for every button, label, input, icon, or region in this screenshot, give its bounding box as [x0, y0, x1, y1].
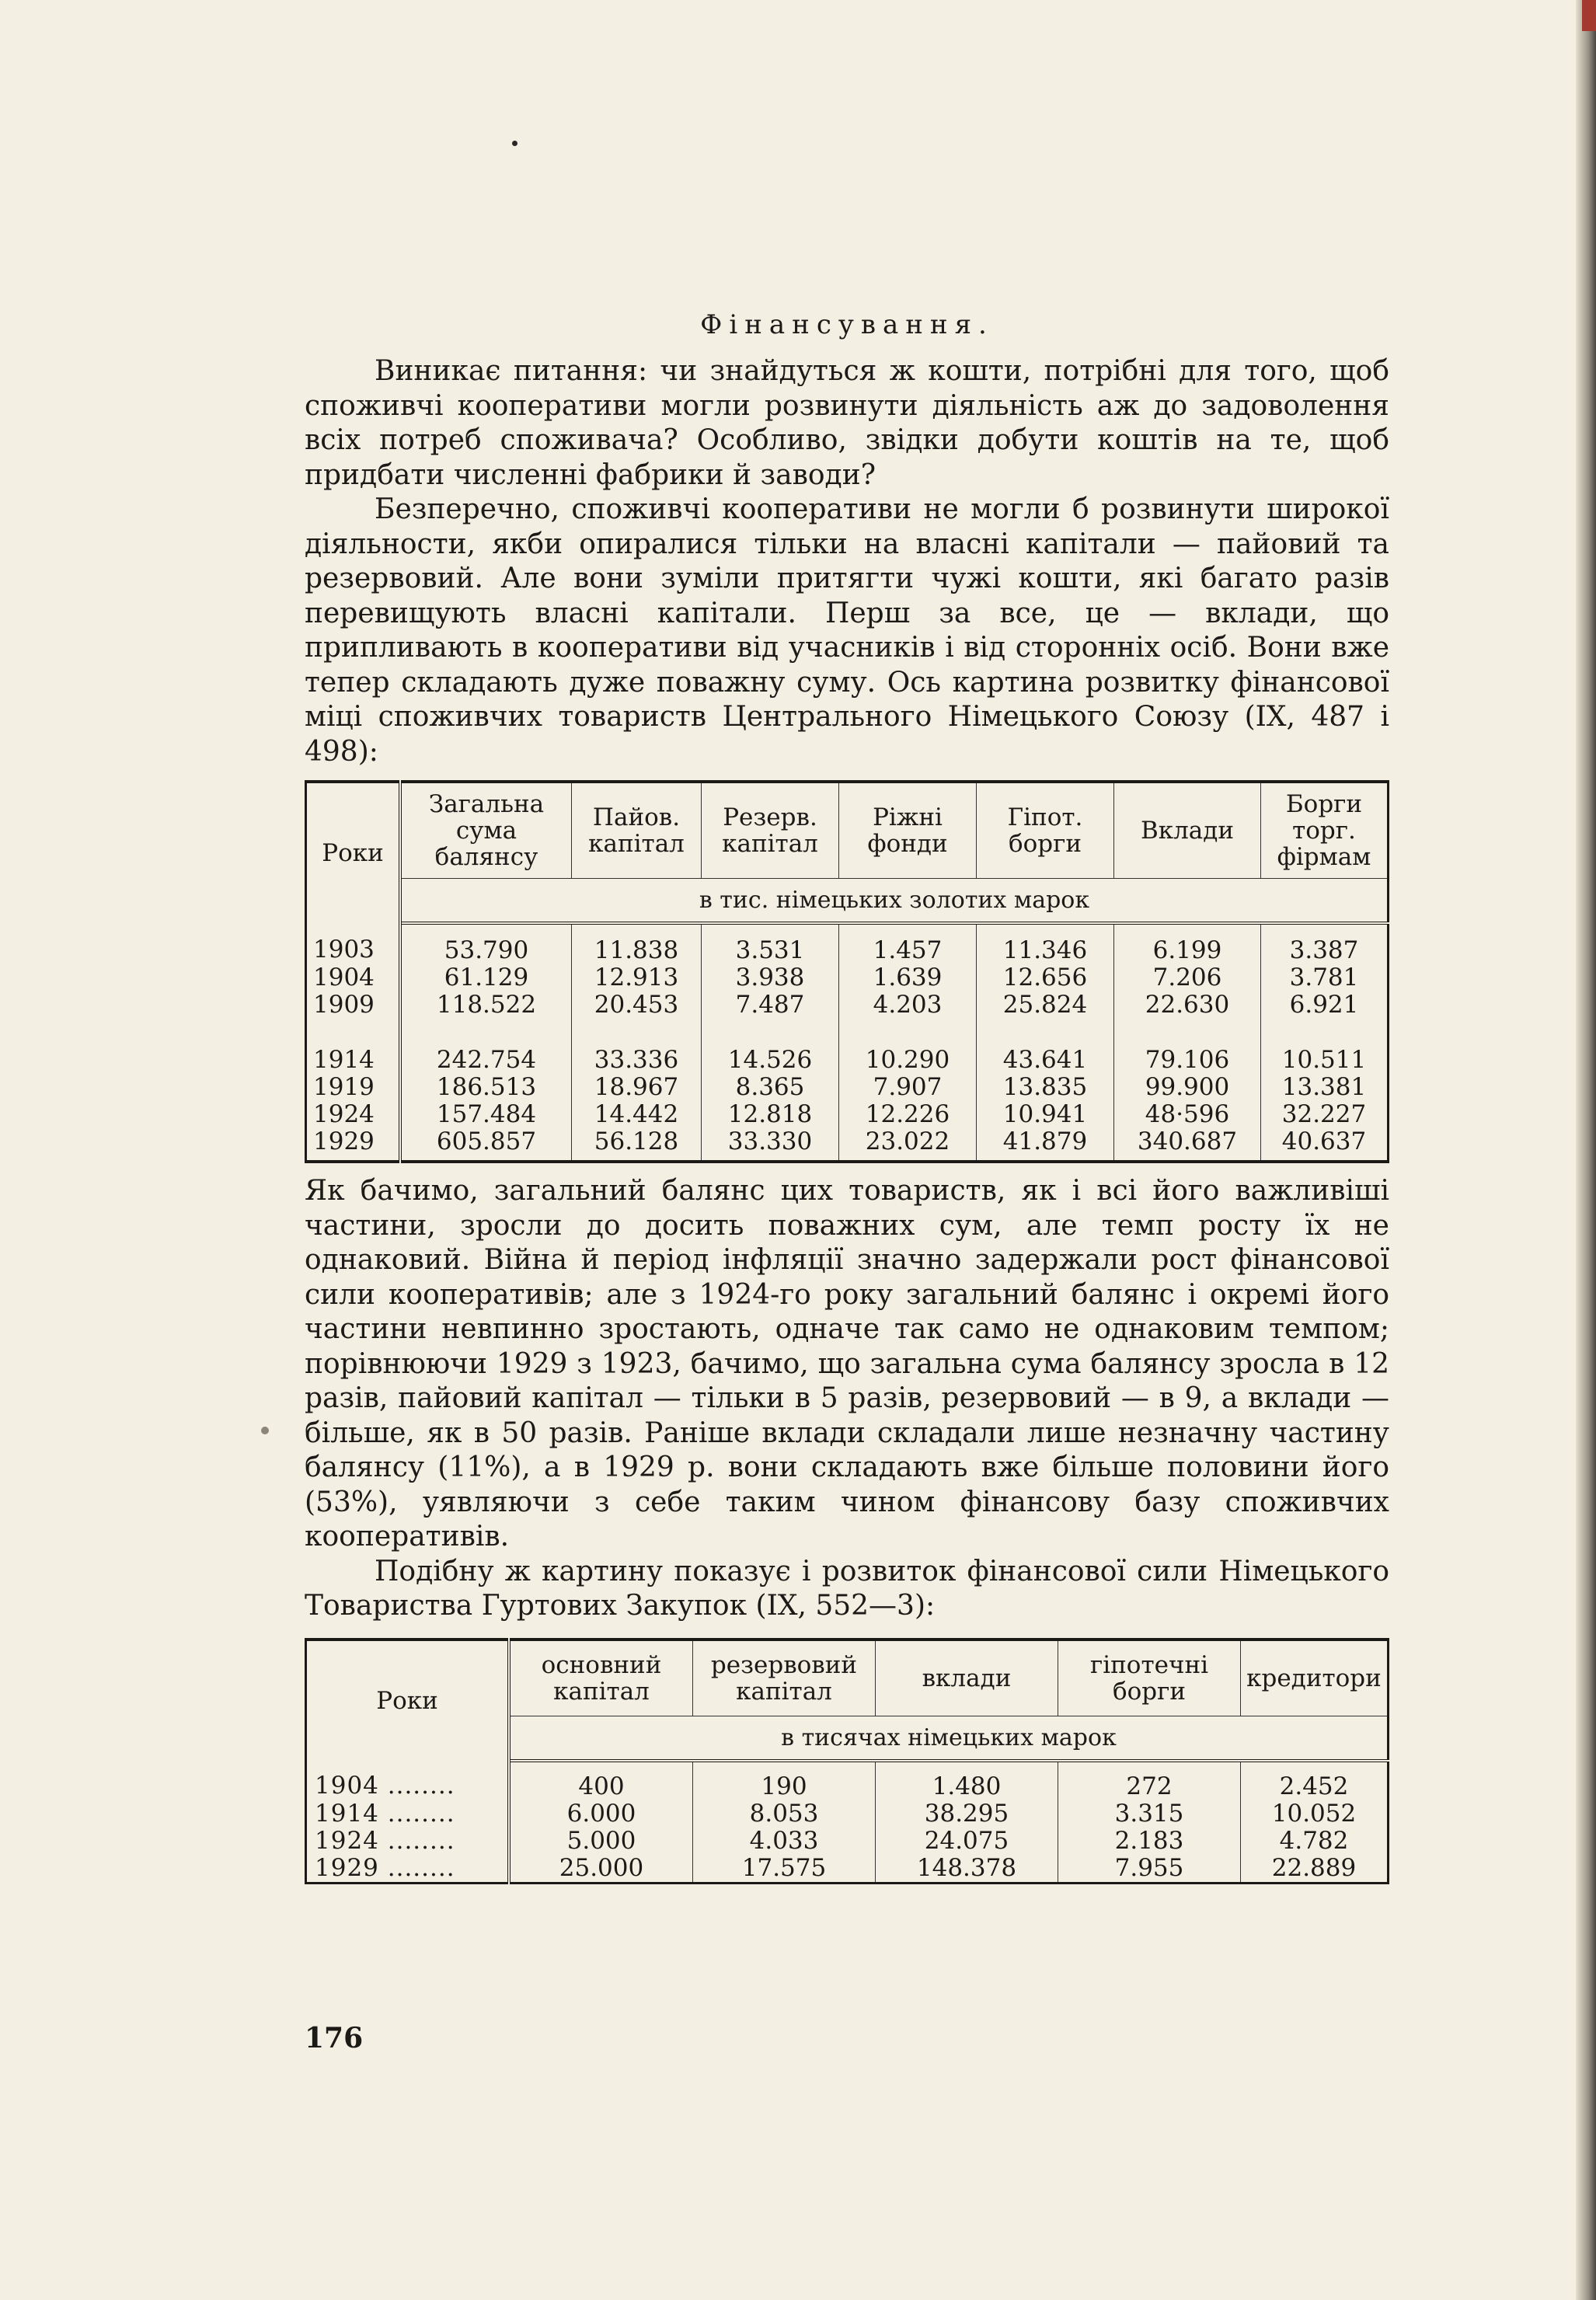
table-cell: 400: [509, 1761, 693, 1800]
table-cell: 12.226: [839, 1101, 977, 1128]
table-cell: 14.442: [572, 1101, 702, 1128]
finance-table-central-union: [305, 780, 1389, 1163]
table-cell: 6.000: [509, 1800, 693, 1828]
table-cell: 41.879: [977, 1128, 1114, 1162]
table-cell: 43.641: [977, 1019, 1114, 1074]
table-cell: 12.818: [702, 1101, 839, 1128]
header-years: Роки: [306, 782, 401, 923]
table-unit: в тисячах німецьких марок: [509, 1716, 1389, 1761]
table-cell: 12.913: [572, 964, 702, 991]
header-various-funds: Ріжні фонди: [839, 782, 977, 879]
table-cell: 79.106: [1114, 1019, 1261, 1074]
table-cell: 118.522: [400, 991, 572, 1019]
row-year: 1914: [306, 1019, 401, 1074]
table-cell: 272: [1058, 1761, 1241, 1800]
margin-dot: [261, 1427, 269, 1434]
table-cell: 56.128: [572, 1128, 702, 1162]
table-cell: 17.575: [693, 1855, 876, 1884]
table-cell: 25.824: [977, 991, 1114, 1019]
header-years: Роки: [306, 1640, 510, 1761]
table-cell: 10.511: [1261, 1019, 1389, 1074]
table-unit-row: [306, 879, 1389, 924]
table-cell: 38.295: [876, 1800, 1058, 1828]
table-cell: 99.900: [1114, 1074, 1261, 1101]
table-cell: 3.315: [1058, 1800, 1241, 1828]
table-cell: 10.290: [839, 1019, 977, 1074]
table-cell: 7.907: [839, 1074, 977, 1101]
row-year: 1929 ........: [306, 1855, 510, 1884]
table-cell: 61.129: [400, 964, 572, 991]
row-year: 1904 ........: [306, 1761, 510, 1800]
table-cell: 20.453: [572, 991, 702, 1019]
table-cell: 22.889: [1241, 1855, 1389, 1884]
table-cell: 5.000: [509, 1828, 693, 1855]
row-year: 1914 ........: [306, 1800, 510, 1828]
table-cell: 157.484: [400, 1101, 572, 1128]
table-cell: 2.183: [1058, 1828, 1241, 1855]
table-cell: 6.921: [1261, 991, 1389, 1019]
table-cell: 13.381: [1261, 1074, 1389, 1101]
row-year: 1919: [306, 1074, 401, 1101]
section-heading: Фінансування.: [700, 309, 994, 340]
table-cell: 14.526: [702, 1019, 839, 1074]
header-deposits: Вклади: [1114, 782, 1261, 879]
row-year: 1904: [306, 964, 401, 991]
table-cell: 1.457: [839, 923, 977, 964]
table-cell: 40.637: [1261, 1128, 1389, 1162]
row-year: 1909: [306, 991, 401, 1019]
table-cell: 22.630: [1114, 991, 1261, 1019]
table-cell: 4.203: [839, 991, 977, 1019]
header-reserve-capital: Резерв. капітал: [702, 782, 839, 879]
ink-dot: [512, 141, 517, 146]
header-trade-debts: Борги торг. фірмам: [1261, 782, 1389, 879]
table-row: [306, 1855, 1389, 1884]
table-cell: 7.955: [1058, 1855, 1241, 1884]
table-cell: 11.838: [572, 923, 702, 964]
page-edge: [1576, 0, 1596, 2300]
row-year: 1903: [306, 923, 401, 964]
header-reserve-capital: резервовий капітал: [693, 1640, 876, 1716]
row-year: 1929: [306, 1128, 401, 1162]
table-cell: 3.938: [702, 964, 839, 991]
finance-table-wholesale-society: [305, 1638, 1389, 1884]
table-row: [306, 1074, 1389, 1101]
paragraph-2: Безперечно, споживчі кооперативи не могли б розвинути широкої діяльности, якби опиралися тільки на власні капітали — пайовий та резервовий. Але вони зуміли притягти чужі кошти, які багато разів перевищують власні капітали. Перш за все, це — вклади, що припливають в кооперативи від учасників і від сторонніх осіб. Вони вже тепер складають дуже поважну суму. Ось картина розвитку фінансової міці споживчих товариств Центрального Німецького Союзу (IX, 487 і 498):: [305, 493, 1389, 768]
table-cell: 148.378: [876, 1855, 1058, 1884]
table-row: [306, 964, 1389, 991]
table-cell: 4.033: [693, 1828, 876, 1855]
table-cell: 8.053: [693, 1800, 876, 1828]
table-cell: 8.365: [702, 1074, 839, 1101]
header-creditors: кредитори: [1241, 1640, 1389, 1716]
header-mortgage-debts: гіпотечні борги: [1058, 1640, 1241, 1716]
table-cell: 12.656: [977, 964, 1114, 991]
table-cell: 32.227: [1261, 1101, 1389, 1128]
table-cell: 18.967: [572, 1074, 702, 1101]
header-total-balance: Загальна сума балянсу: [400, 782, 572, 879]
table-cell: 10.052: [1241, 1800, 1389, 1828]
table-cell: 2.452: [1241, 1761, 1389, 1800]
table-cell: 33.336: [572, 1019, 702, 1074]
table-cell: 1.639: [839, 964, 977, 991]
paragraph-4: Подібну ж картину показує і розвиток фінансової сили Німецького Товариства Гуртових Закупок (IX, 552—3):: [305, 1555, 1389, 1622]
table-cell: 25.000: [509, 1855, 693, 1884]
table-cell: 48·596: [1114, 1101, 1261, 1128]
table-cell: 24.075: [876, 1828, 1058, 1855]
paragraph-3: Як бачимо, загальний балянс цих товариств, як і всі його важливіші частини, зросли до досить поважних сум, але темп росту їх не однаковий. Війна й період інфляції значно задержали рост фінансової сили кооперативів; але з 1924-го року загальний балянс і окремі його частини невпинно зростають, одначе так само не однаковим темпом; порівнюючи 1929 з 1923, бачимо, що загальна сума балянсу зросла в 12 разів, пайовий капітал — тільки в 5 разів, резервовий — в 9, а вклади — більше, як в 50 разів. Раніше вклади складали лише незначну частину балянсу (11%), а в 1929 р. вони складають вже більше половини його (53%), уявляючи з себе таким чином фінансову базу споживчих кооперативів.: [305, 1175, 1389, 1552]
row-year: 1924 ........: [306, 1828, 510, 1855]
table-cell: 340.687: [1114, 1128, 1261, 1162]
table-row: [306, 923, 1389, 964]
table-cell: 1.480: [876, 1761, 1058, 1800]
table-row: [306, 1128, 1389, 1162]
table-row: [306, 1828, 1389, 1855]
header-basic-capital: основний капітал: [509, 1640, 693, 1716]
table-cell: 190: [693, 1761, 876, 1800]
paragraph-1: Виникає питання: чи знайдуться ж кошти, потрібні для того, щоб споживчі кооперативи могли розвинути діяльність аж до задоволення всіх потреб споживача? Особливо, звідки добути коштів на те, щоб придбати численні фабрики й заводи?: [305, 355, 1389, 491]
table-row: [306, 1800, 1389, 1828]
header-deposits: вклади: [876, 1640, 1058, 1716]
table-cell: 605.857: [400, 1128, 572, 1162]
table-cell: 6.199: [1114, 923, 1261, 964]
table-cell: 242.754: [400, 1019, 572, 1074]
table-unit: в тис. німецьких золотих марок: [400, 879, 1389, 924]
table-cell: 3.387: [1261, 923, 1389, 964]
table-cell: 4.782: [1241, 1828, 1389, 1855]
table-cell: 13.835: [977, 1074, 1114, 1101]
spine-mark: [1582, 0, 1596, 31]
row-year: 1924: [306, 1101, 401, 1128]
header-share-capital: Пайов. капітал: [572, 782, 702, 879]
table-cell: 3.781: [1261, 964, 1389, 991]
table-cell: 53.790: [400, 923, 572, 964]
table-cell: 10.941: [977, 1101, 1114, 1128]
table-cell: 3.531: [702, 923, 839, 964]
table-header-row: [306, 782, 1389, 879]
table-cell: 7.487: [702, 991, 839, 1019]
page-content: [305, 309, 1389, 1884]
table-row: [306, 1761, 1389, 1800]
table-cell: 186.513: [400, 1074, 572, 1101]
table-cell: 23.022: [839, 1128, 977, 1162]
table-cell: 33.330: [702, 1128, 839, 1162]
table-row: [306, 991, 1389, 1019]
header-mortgage-debts: Гіпот. борги: [977, 782, 1114, 879]
table-row: [306, 1101, 1389, 1128]
table-cell: 11.346: [977, 923, 1114, 964]
table-row: [306, 1019, 1389, 1074]
table-cell: 7.206: [1114, 964, 1261, 991]
table-header-row: [306, 1640, 1389, 1716]
page-number: 176: [305, 2022, 364, 2054]
